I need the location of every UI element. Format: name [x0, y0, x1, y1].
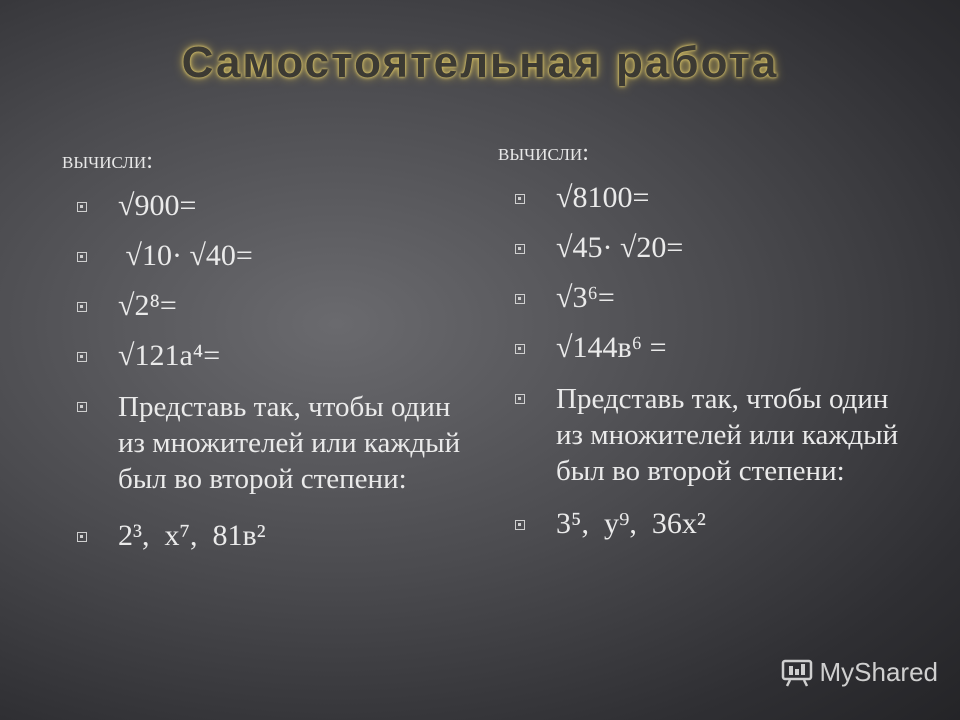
bullet-icon [515, 244, 525, 254]
list-item: √8100= [498, 181, 918, 215]
bullet-icon [77, 252, 87, 262]
list-item: √2⁸= [60, 289, 480, 323]
left-column [60, 148, 480, 569]
left-heading: вычисли: [62, 148, 153, 174]
myshared-logo-icon [780, 658, 814, 688]
list-item: √10· √40= [60, 239, 480, 273]
right-heading: вычисли: [498, 140, 589, 166]
list-item: Представь так, чтобы один из множителей или каждый был во второй степени: [498, 381, 918, 489]
bullet-icon [77, 532, 87, 542]
list-item: √45· √20= [498, 231, 918, 265]
list-item: √3⁶= [498, 281, 918, 315]
bullet-icon [77, 352, 87, 362]
bullet-icon [77, 402, 87, 412]
logo-text: MyShared [819, 657, 938, 687]
list-item: √121а⁴= [60, 339, 480, 373]
list-item: 3⁵, у⁹, 36х² [498, 507, 918, 541]
bullet-icon [515, 394, 525, 404]
myshared-logo[interactable] [780, 657, 939, 688]
bullet-icon [77, 302, 87, 312]
bullet-icon [515, 344, 525, 354]
left-list [60, 189, 480, 553]
slide-title: Самостоятельная работа [181, 38, 779, 87]
bullet-icon [515, 520, 525, 530]
bullet-icon [515, 194, 525, 204]
list-item: Представь так, чтобы один из множителей или каждый был во второй степени: [60, 389, 480, 497]
bullet-icon [515, 294, 525, 304]
right-column [498, 140, 918, 557]
right-list [498, 181, 918, 541]
list-item: √900= [60, 189, 480, 223]
bullet-icon [77, 202, 87, 212]
list-item: √144в⁶ = [498, 331, 918, 365]
list-item: 2³, х⁷, 81в² [60, 519, 480, 553]
